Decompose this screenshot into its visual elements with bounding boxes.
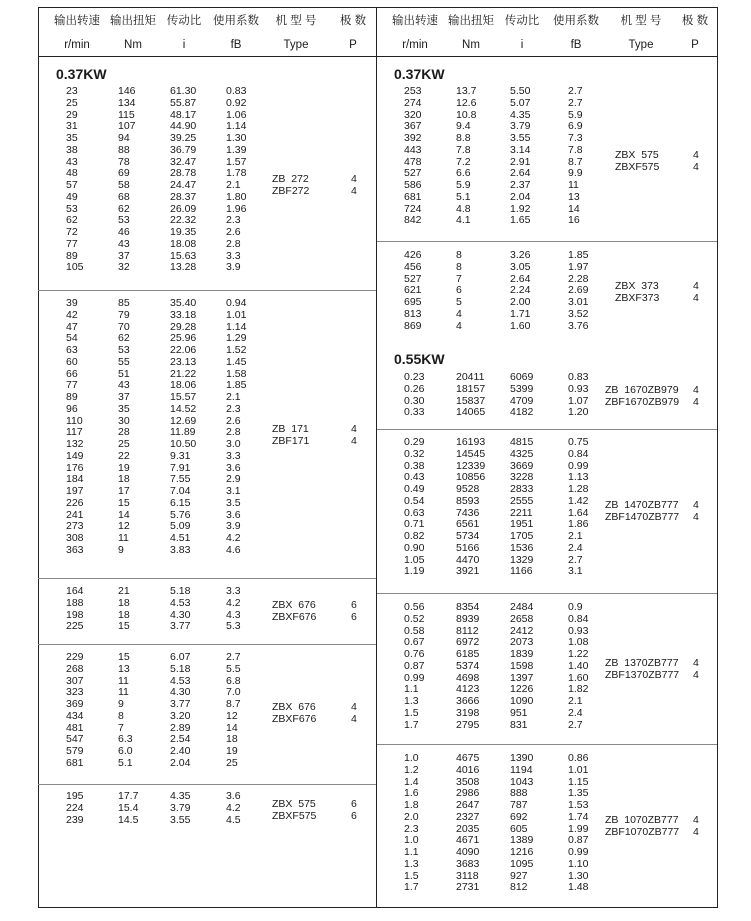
torque-column: 16193 14545 12339 10856 9528 8593 7436 6561 5734 5166 4470 3921	[456, 436, 486, 578]
header-torque	[105, 14, 161, 52]
row-divider	[377, 593, 717, 594]
header-speed-cn: 输出转速	[54, 15, 100, 27]
header-speed	[387, 14, 443, 52]
fb-column: 1.85 1.97 2.28 2.69 3.01 3.52 3.76	[568, 249, 589, 332]
header-torque-cn: 输出扭矩	[448, 15, 494, 27]
speed-column: 195 224 239	[66, 790, 84, 826]
type-label: ZBX 676 ZBXF676	[272, 599, 317, 623]
header-ratio	[161, 14, 207, 52]
ratio-column: 6069 5399 4709 4182	[510, 371, 534, 419]
type-label: ZBX 575 ZBXF575	[272, 798, 317, 822]
type-label: ZBX 676 ZBXF676	[272, 701, 317, 725]
poles-label: 4 4	[351, 173, 357, 197]
fb-column: 3.3 4.2 4.3 5.3	[226, 585, 241, 633]
speed-column: 0.29 0.32 0.38 0.43 0.49 0.54 0.63 0.71 0.82 0.90 1.05 1.19	[404, 436, 425, 578]
header-torque-en: Nm	[462, 39, 480, 51]
fb-column: 0.94 1.01 1.14 1.29 1.52 1.45 1.58 1.85 2.1 2.3 2.6 2.8 3.0 3.3 3.6 2.9 3.1 3.5 3.6 3.9 4.2 4.6	[226, 297, 247, 556]
type-label: ZB 171 ZBF171	[272, 423, 310, 447]
fb-column: 2.7 5.5 6.8 7.0 8.7 12 14 18 19 25	[226, 651, 241, 769]
speed-column: 426 456 527 621 695 813 869	[404, 249, 422, 332]
row-divider	[38, 578, 376, 579]
header-ratio-en: i	[520, 39, 524, 51]
header-type-cn: 机 型 号	[620, 15, 662, 27]
header-torque-en: Nm	[124, 39, 142, 51]
header-speed-en: r/min	[64, 39, 90, 51]
header-fb	[208, 14, 264, 52]
header-speed	[49, 14, 105, 52]
speed-column: 1.0 1.2 1.4 1.6 1.8 2.0 2.3 1.0 1.1 1.3 1.5 1.7	[404, 752, 419, 894]
header-torque	[443, 14, 499, 52]
section-title-055kw: 0.55KW	[394, 351, 445, 367]
ratio-column: 61.30 55.87 48.17 44.90 39.25 36.79 32.47 28.78 24.47 28.37 26.09 22.32 19.35 18.08 15.63 13.28	[170, 85, 197, 274]
type-label: ZB 1070ZB777 ZBF1070ZB777	[605, 814, 680, 838]
header-speed-en: r/min	[402, 39, 428, 51]
header-poles-en: P	[691, 39, 699, 51]
header-type	[268, 14, 324, 52]
header-fb	[548, 14, 604, 52]
header-torque-cn: 输出扭矩	[110, 15, 156, 27]
right-border	[717, 7, 718, 908]
ratio-column: 2484 2658 2412 2073 1839 1598 1397 1226 1090 951 831	[510, 601, 534, 731]
speed-column: 0.23 0.26 0.30 0.33	[404, 371, 425, 419]
speed-column: 39 42 47 54 63 60 66 77 89 96 110 117 132 149 176 184 197 226 241 273 308 363	[66, 297, 84, 556]
poles-label: 6 6	[351, 599, 357, 623]
fb-column: 0.83 0.92 1.06 1.14 1.30 1.39 1.57 1.78 2.1 1.80 1.96 2.3 2.6 2.8 3.3 3.9	[226, 85, 247, 274]
speed-column: 0.56 0.52 0.58 0.67 0.76 0.87 0.99 1.1 1.3 1.5 1.7	[404, 601, 425, 731]
header-speed-cn: 输出转速	[392, 15, 438, 27]
torque-column: 20411 18157 15837 14065	[456, 371, 486, 419]
header-fb-cn: 使用系数	[213, 15, 259, 27]
header-poles-cn: 极 数	[339, 15, 367, 27]
header-type	[613, 14, 669, 52]
ratio-column: 5.50 5.07 4.35 3.79 3.55 3.14 2.91 2.64 2.37 2.04 1.92 1.65	[510, 85, 531, 227]
header-type-en: Type	[283, 39, 309, 51]
poles-label: 4 4	[351, 423, 357, 447]
fb-column: 0.9 0.84 0.93 1.08 1.22 1.40 1.60 1.82 2.1 2.4 2.7	[568, 601, 589, 731]
torque-column: 146 134 115 107 94 88 78 69 58 68 62 53 46 43 37 32	[118, 85, 136, 274]
ratio-column: 35.40 33.18 29.28 25.96 22.06 23.13 21.22 18.06 15.57 14.52 12.69 11.89 10.50 9.31 7.91 7.55 7.04 6.15 5.76 5.09 4.51 3.83	[170, 297, 197, 556]
section-title-037kw-right: 0.37KW	[394, 66, 445, 82]
speed-column: 253 274 320 367 392 443 478 527 586 681 724 842	[404, 85, 422, 227]
row-divider	[38, 290, 376, 291]
type-label: ZBX 575 ZBXF575	[615, 149, 660, 173]
header-fb-en: fB	[230, 39, 242, 51]
fb-column: 0.75 0.84 0.99 1.13 1.28 1.42 1.64 1.86 2.1 2.4 2.7 3.1	[568, 436, 589, 578]
header-poles-cn: 极 数	[681, 15, 709, 27]
torque-column: 13.7 12.6 10.8 9.4 8.8 7.8 7.2 6.6 5.9 5.1 4.8 4.1	[456, 85, 477, 227]
type-label: ZB 1670ZB979 ZBF1670ZB979	[605, 384, 680, 408]
poles-label: 6 6	[351, 798, 357, 822]
torque-column: 15 13 11 11 9 8 7 6.3 6.0 5.1	[118, 651, 133, 769]
header-poles	[672, 14, 718, 52]
header-ratio-cn: 传动比	[504, 15, 540, 27]
fb-column: 0.83 0.93 1.07 1.20	[568, 371, 589, 419]
ratio-column: 4.35 3.79 3.55	[170, 790, 191, 826]
header-ratio	[499, 14, 545, 52]
torque-column: 21 18 18 15	[118, 585, 130, 633]
ratio-column: 6.07 5.18 4.53 4.30 3.77 3.20 2.89 2.54 2.40 2.04	[170, 651, 191, 769]
center-divider	[376, 7, 377, 908]
poles-label: 4 4	[693, 149, 699, 173]
bottom-border	[38, 907, 718, 908]
torque-column: 4675 4016 3508 2986 2647 2327 2035 4671 4090 3683 3118 2731	[456, 752, 480, 894]
header-poles-en: P	[349, 39, 357, 51]
row-divider	[377, 241, 717, 242]
top-border	[38, 7, 718, 8]
speed-column: 229 268 307 323 369 434 481 547 579 681	[66, 651, 84, 769]
row-divider	[377, 744, 717, 745]
poles-label: 4 4	[693, 499, 699, 523]
torque-column: 8 8 7 6 5 4 4	[456, 249, 462, 332]
ratio-column: 3.26 3.05 2.64 2.24 2.00 1.71 1.60	[510, 249, 531, 332]
header-rule	[38, 56, 718, 57]
poles-label: 4 4	[351, 701, 357, 725]
type-label: ZB 1370ZB777 ZBF1370ZB777	[605, 657, 680, 681]
torque-column: 85 79 70 62 53 55 51 43 37 35 30 28 25 22 19 18 17 15 14 12 11 9	[118, 297, 130, 556]
header-fb-en: fB	[570, 39, 582, 51]
fb-column: 3.6 4.2 4.5	[226, 790, 241, 826]
row-divider	[38, 644, 376, 645]
header-ratio-cn: 传动比	[166, 15, 202, 27]
type-label: ZBX 373 ZBXF373	[615, 280, 660, 304]
header-poles	[330, 14, 376, 52]
poles-label: 4 4	[693, 814, 699, 838]
header-ratio-en: i	[182, 39, 186, 51]
fb-column: 2.7 2.7 5.9 6.9 7.3 7.8 8.7 9.9 11 13 14 16	[568, 85, 583, 227]
poles-label: 4 4	[693, 657, 699, 681]
left-border	[38, 7, 39, 908]
poles-label: 4 4	[693, 280, 699, 304]
ratio-column: 4815 4325 3669 3228 2833 2555 2211 1951 1705 1536 1329 1166	[510, 436, 534, 578]
speed-column: 164 188 198 225	[66, 585, 84, 633]
row-divider	[377, 429, 717, 430]
fb-column: 0.86 1.01 1.15 1.35 1.53 1.74 1.99 0.87 0.99 1.10 1.30 1.48	[568, 752, 589, 894]
torque-column: 8354 8939 8112 6972 6185 5374 4698 4123 3666 3198 2795	[456, 601, 480, 731]
row-divider	[38, 784, 376, 785]
type-label: ZB 272 ZBF272	[272, 173, 310, 197]
ratio-column: 5.18 4.53 4.30 3.77	[170, 585, 191, 633]
header-type-cn: 机 型 号	[275, 15, 317, 27]
ratio-column: 1390 1194 1043 888 787 692 605 1389 1216 1095 927 812	[510, 752, 534, 894]
type-label: ZB 1470ZB777 ZBF1470ZB777	[605, 499, 680, 523]
section-title-037kw: 0.37KW	[56, 66, 107, 82]
torque-column: 17.7 15.4 14.5	[118, 790, 139, 826]
poles-label: 4 4	[693, 384, 699, 408]
header-type-en: Type	[628, 39, 654, 51]
speed-column: 23 25 29 31 35 38 43 48 57 49 53 62 72 77 89 105	[66, 85, 84, 274]
header-fb-cn: 使用系数	[553, 15, 599, 27]
